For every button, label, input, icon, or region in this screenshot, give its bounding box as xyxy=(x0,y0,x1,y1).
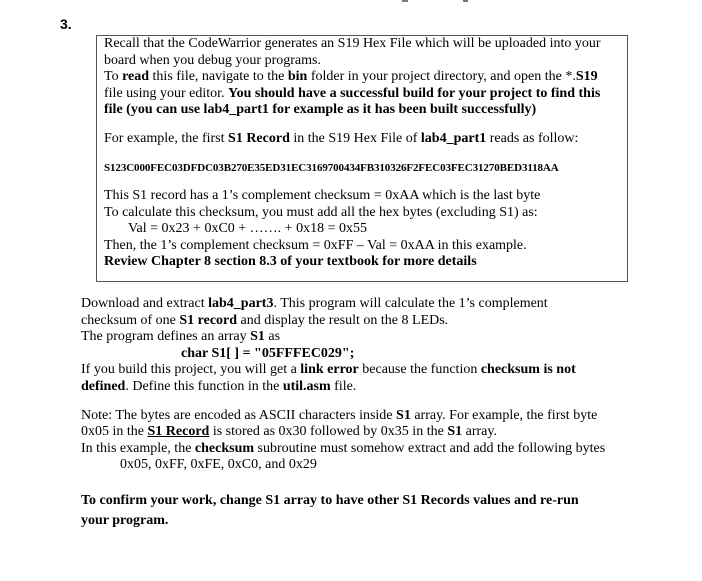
info-box xyxy=(96,35,628,282)
info-box-content xyxy=(104,36,624,271)
checksum-formula: Val = 0x23 + 0xC0 + ……. + 0x18 = 0x55 xyxy=(128,221,367,236)
build-hint: file (you can use lab4_part1 for example as it has been built successfully) xyxy=(104,102,537,117)
confirm-line-1: To confirm your work, change S1 array to have other S1 Records values and re-run xyxy=(81,492,579,508)
build-line: If you build this project, you will get a link error because the function checksum is not xyxy=(81,362,576,378)
intro-line-2: board when you debug your programs. xyxy=(104,52,321,68)
code-line: char S1[ ] = "05FFFEC029"; xyxy=(181,345,355,361)
bytes-line: 0x05, 0xFF, 0xFE, 0xC0, and 0x29 xyxy=(120,457,317,473)
example-line: In this example, the checksum subroutine must somehow extract and add the following bytes xyxy=(81,440,606,456)
note-line-2: 0x05 in the S1 Record is stored as 0x30 followed by 0x35 in the S1 array. xyxy=(81,424,497,440)
instructions xyxy=(81,296,621,529)
editor-instruction: file using your editor. You should have a successful build for your project to find this xyxy=(104,85,601,101)
checksum-line-1: This S1 record has a 1’s complement checksum = 0xAA which is the last byte xyxy=(104,188,541,203)
scroll-artifact xyxy=(463,0,468,2)
read-instruction: To read this file, navigate to the bin folder in your project directory, and open the *.S19 xyxy=(104,69,598,84)
example-intro: For example, the first S1 Record in the S19 Hex File of lab4_part1 reads as follow: xyxy=(104,130,579,146)
s1-record: S123C000FEC03DFDC03B270E35ED31EC3169700434FB310326F2FEC03FEC31270BED3118AA xyxy=(104,162,559,174)
download-line: Download and extract lab4_part3. This program will calculate the 1’s complement xyxy=(81,296,548,311)
checksum-line-2: To calculate this checksum, you must add all the hex bytes (excluding S1) as: xyxy=(104,204,538,220)
defines-line: The program defines an array S1 as xyxy=(81,329,281,345)
scroll-artifact xyxy=(402,0,408,2)
define-line: defined. Define this function in the util.asm file. xyxy=(81,378,357,394)
intro-line-1: Recall that the CodeWarrior generates an S19 Hex File which will be uploaded into your xyxy=(104,36,601,51)
review-note: Review Chapter 8 section 8.3 of your textbook for more details xyxy=(104,254,477,269)
note-line-1: Note: The bytes are encoded as ASCII characters inside S1 array. For example, the first byte xyxy=(81,407,598,423)
confirm-line-2: your program. xyxy=(81,512,169,528)
download-line-2: checksum of one S1 record and display the result on the 8 LEDs. xyxy=(81,312,449,328)
checksum-line-4: Then, the 1’s complement checksum = 0xFF – Val = 0xAA in this example. xyxy=(104,237,527,253)
question-number: 3. xyxy=(60,16,72,32)
